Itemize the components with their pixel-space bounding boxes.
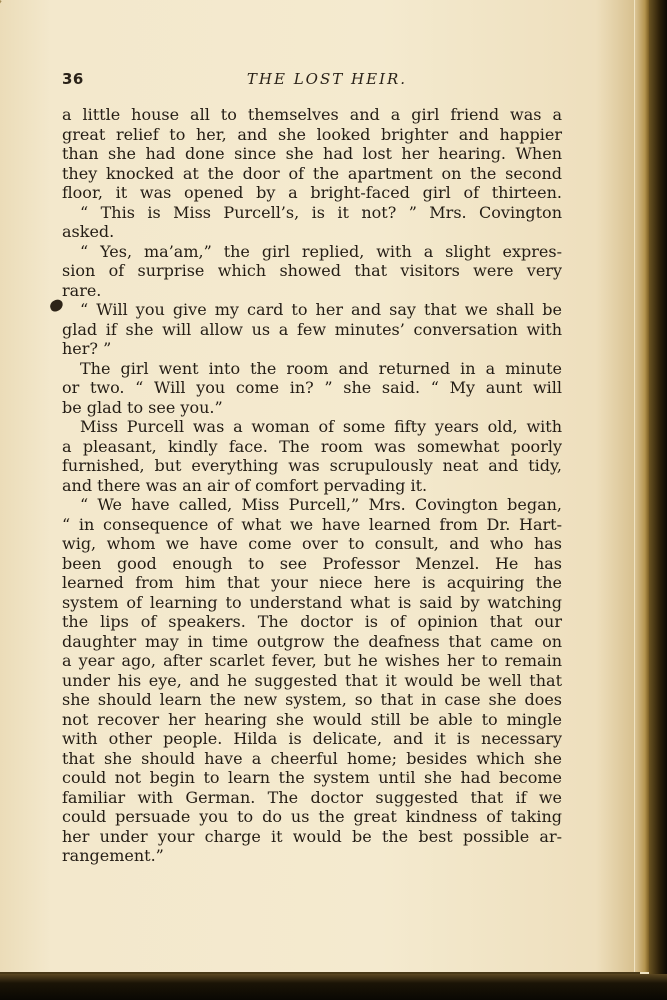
book-spine [649, 0, 667, 1000]
text-line: or two. “ Will you come in? ” she said. “ My aunt will [62, 378, 562, 397]
text-line: been good enough to see Professor Menzel. He has [62, 553, 562, 573]
text-line: rangement.” [62, 846, 164, 865]
text-line: a little house all to themselves and a girl friend was a [62, 105, 562, 124]
text-line: wig, whom we have come over to consult, and who has [62, 534, 562, 553]
text-line: could not begin to learn the system until she had become [62, 768, 562, 787]
text-line: not recover her hearing she would still be able to mingle [62, 709, 562, 729]
text-line: a pleasant, kindly face. The room was somewhat poorly [62, 436, 562, 456]
text-line: be glad to see you.” [62, 397, 223, 417]
text-line: daughter may in time outgrow the deafness that came on [62, 631, 562, 651]
text-line: “ This is Miss Purcell’s, is it not? ” Mrs. Covington [80, 202, 562, 222]
text-line: and there was an air of comfort pervading it. [62, 475, 428, 495]
page-corner-mark [0, 0, 18, 29]
book-cover-edge [0, 974, 667, 1000]
text-line: they knocked at the door of the apartment on the second [62, 163, 562, 183]
text-line: a year ago, after scarlet fever, but he wishes her to remain [62, 651, 562, 670]
text-line: furnished, but everything was scrupulously neat and tidy, [62, 456, 562, 475]
text-line: under his eye, and he suggested that it would be well that [62, 670, 562, 690]
text-line: Miss Purcell was a woman of some fifty years old, with [80, 417, 562, 436]
text-line: familiar with German. The doctor suggested that if we [62, 787, 562, 807]
text-line: her under your charge it would be the best possible ar- [62, 826, 562, 846]
text-line: “ in consequence of what we have learned from Dr. Hart- [62, 514, 562, 534]
text-line: with other people. Hilda is delicate, and it is necessary [62, 729, 562, 748]
page-number: 36 [62, 70, 84, 88]
text-line: The girl went into the room and returned in a minute [80, 358, 562, 378]
text-line: floor, it was opened by a bright-faced girl of thirteen. [62, 183, 562, 202]
text-line: “ We have called, Miss Purcell,” Mrs. Covington began, [80, 495, 562, 514]
text-line: rare. [62, 280, 102, 300]
body-text [62, 105, 562, 866]
text-line: asked. [62, 222, 115, 241]
text-line: sion of surprise which showed that visitors were very [62, 261, 562, 280]
text-line: could persuade you to do us the great kindness of taking [62, 807, 562, 826]
text-line: glad if she will allow us a few minutes’ conversation with [62, 319, 562, 339]
text-line: than she had done since she had lost her hearing. When [62, 144, 562, 163]
text-line: system of learning to understand what is said by watching [62, 592, 562, 612]
text-line: great relief to her, and she looked brighter and happier [62, 124, 562, 144]
text-line: “ Will you give my card to her and say that we shall be [80, 300, 562, 319]
text-line: she should learn the new system, so that in case she does [62, 690, 562, 709]
text-line: learned from him that your niece here is acquiring the [62, 573, 562, 592]
text-line: her? ” [62, 339, 112, 358]
page-header [62, 70, 562, 92]
running-head: THE LOST HEIR. [246, 70, 408, 88]
page-edge [635, 0, 649, 972]
text-line: “ Yes, ma’am,” the girl replied, with a slight expres- [80, 241, 562, 261]
text-line: the lips of speakers. The doctor is of opinion that our [62, 612, 562, 631]
text-line: that she should have a cheerful home; besides which she [62, 748, 562, 768]
